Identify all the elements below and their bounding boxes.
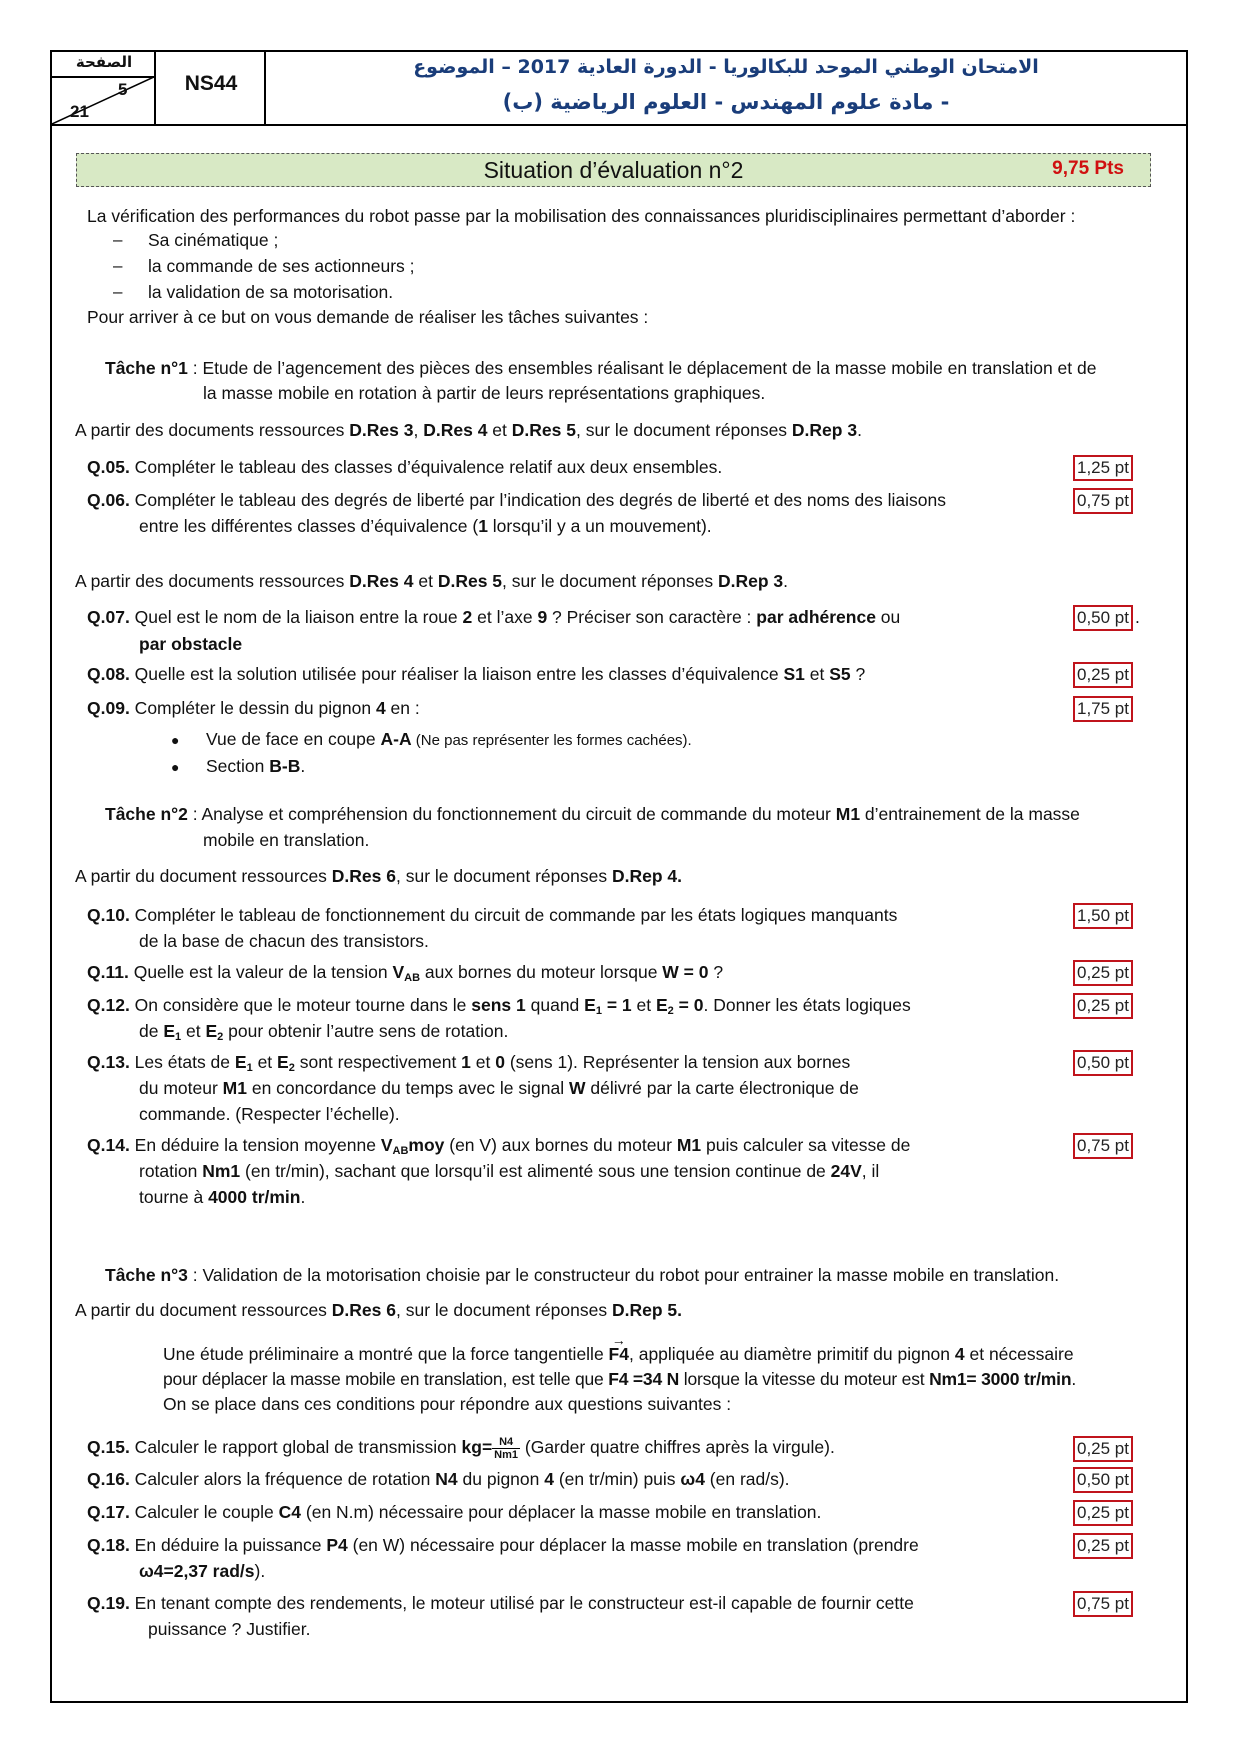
points-box: 1,25 pt xyxy=(1073,455,1133,481)
intro-item: la validation de sa motorisation. xyxy=(148,282,394,302)
question-q14-cont: rotation Nm1 (en tr/min), sachant que lorsqu’il est alimenté sous une tension continue de 24V, il xyxy=(139,1161,880,1181)
question-q19-cont: puissance ? Justifier. xyxy=(148,1619,311,1639)
points-box: 0,75 pt xyxy=(1073,1133,1133,1159)
question-q12: Q.12. On considère que le moteur tourne dans le sens 1 quand $E_1 = 1$ et $E_2 = 0$. Donner les états logiques xyxy=(87,995,911,1017)
points-box: 0,25 pt xyxy=(1073,1500,1133,1526)
task3-paragraph: pour déplacer la masse mobile en translation, est telle que F4 =34 N lorsque la vitesse du moteur est Nm1= 3000 tr/min. xyxy=(163,1369,1076,1389)
fraction: $\frac{N4}{Nm1}$ xyxy=(494,1435,519,1461)
task3-source: A partir du document ressources D.Res 6, sur le document réponses D.Rep 5. xyxy=(75,1300,682,1320)
question-q14-cont: tourne à 4000 tr/min. xyxy=(139,1187,306,1207)
page-total: 21 xyxy=(70,102,89,121)
exam-title-line2: - مادة علوم المهندس - العلوم الرياضية (ب) xyxy=(502,90,950,114)
intro-item: Sa cinématique ; xyxy=(148,230,279,250)
page-number-cell xyxy=(52,52,156,124)
question-q11: Q.11. Quelle est la valeur de la tension $V_{AB}$ aux bornes du moteur lorsque W = 0 ? xyxy=(87,962,724,984)
exam-title-line1: الامتحان الوطني الموحد للبكالوريا - الدورة العادية 2017 – الموضوع xyxy=(413,56,1039,78)
intro-line: La vérification des performances du robot passe par la mobilisation des connaissances pluridisciplinaires permettant d’aborder : xyxy=(87,206,1076,226)
points-box: 0,25 pt xyxy=(1073,662,1133,688)
points-box: 0,50 pt xyxy=(1073,1467,1133,1493)
question-q15: Q.15. Calculer le rapport global de transmission kg= $\frac{N4}{Nm1}$ (Garder quatre chiffres après la virgule). xyxy=(87,1435,835,1461)
bullet-icon: ● xyxy=(171,732,180,748)
question-q17: Q.17. Calculer le couple C4 (en N.m) nécessaire pour déplacer la masse mobile en translation. xyxy=(87,1502,822,1522)
page-diagonal xyxy=(52,76,156,124)
task1-heading-cont: la masse mobile en rotation à partir de leurs représentations graphiques. xyxy=(203,383,766,403)
question-q10: Q.10. Compléter le tableau de fonctionnement du circuit de commande par les états logiques manquants xyxy=(87,905,898,925)
question-q05: Q.05. Compléter le tableau des classes d’équivalence relatif aux deux ensembles. xyxy=(87,457,723,477)
page-word: الصفحة xyxy=(52,52,156,78)
task1-source: A partir des documents ressources D.Res 3, D.Res 4 et D.Res 5, sur le document réponses D.Rep 3. xyxy=(75,420,862,440)
task3-paragraph: Une étude préliminaire a montré que la force tangentielle → F4, appliquée au diamètre primitif du pignon 4 et nécessaire xyxy=(163,1342,1074,1367)
task1-source: A partir des documents ressources D.Res 4 et D.Res 5, sur le document réponses D.Rep 3. xyxy=(75,571,789,591)
intro-item: la commande de ses actionneurs ; xyxy=(148,256,415,276)
section-points: 9,75 Pts xyxy=(1052,158,1124,179)
task2-heading: Tâche n°2 : Analyse et compréhension du fonctionnement du circuit de commande du moteur M1 d’entrainement de la masse xyxy=(105,804,1080,824)
points-box: 1,50 pt xyxy=(1073,903,1133,929)
dash-icon: – xyxy=(113,282,123,301)
question-q18-cont: ω4=2,37 rad/s). xyxy=(139,1561,266,1581)
question-q13-cont: commande. (Respecter l’échelle). xyxy=(139,1104,400,1124)
page-current: 5 xyxy=(118,80,128,99)
question-q09-item: Vue de face en coupe A-A (Ne pas représenter les formes cachées). xyxy=(206,729,692,749)
task3-paragraph: On se place dans ces conditions pour répondre aux questions suivantes : xyxy=(163,1394,732,1414)
question-q19: Q.19. En tenant compte des rendements, le moteur utilisé par le constructeur est-il capable de fournir cette xyxy=(87,1593,914,1613)
task1-heading: Tâche n°1 : Etude de l’agencement des pièces des ensembles réalisant le déplacement de la masse mobile en translation et de xyxy=(105,358,1097,378)
dash-icon: – xyxy=(113,256,123,275)
question-q06-cont: entre les différentes classes d’équivalence (1 lorsqu’il y a un mouvement). xyxy=(139,516,712,536)
question-q09: Q.09. Compléter le dessin du pignon 4 en : xyxy=(87,698,420,718)
points-box: 0,75 pt xyxy=(1073,1591,1133,1617)
question-q14: Q.14. En déduire la tension moyenne $V_{AB}moy$ (en V) aux bornes du moteur M1 puis calculer sa vitesse de xyxy=(87,1135,911,1157)
question-q13-cont: du moteur M1 en concordance du temps avec le signal W délivré par la carte électronique de xyxy=(139,1078,859,1098)
subject-code: NS44 xyxy=(184,72,238,95)
bullet-icon: ● xyxy=(171,759,180,775)
points-box: 1,75 pt xyxy=(1073,696,1133,722)
question-q07-cont: par obstacle xyxy=(139,634,243,654)
exam-title-cell xyxy=(266,52,1186,124)
points-box: 0,75 pt xyxy=(1073,488,1133,514)
question-q09-item: Section B-B. xyxy=(206,756,306,776)
question-q07: Q.07. Quel est le nom de la liaison entre la roue 2 et l’axe 9 ? Préciser son caractère : par adhérence ou xyxy=(87,607,901,627)
points-box: 0,25 pt xyxy=(1073,960,1133,986)
points-box: 0,25 pt xyxy=(1073,993,1133,1019)
task2-source: A partir du document ressources D.Res 6, sur le document réponses D.Rep 4. xyxy=(75,866,682,886)
section-title: Situation d’évaluation n°2 xyxy=(483,157,744,183)
question-q06: Q.06. Compléter le tableau des degrés de liberté par l’indication des degrés de liberté et des noms des liaisons xyxy=(87,490,946,510)
question-q18: Q.18. En déduire la puissance P4 (en W) nécessaire pour déplacer la masse mobile en translation (prendre xyxy=(87,1535,919,1555)
subject-code-cell xyxy=(156,52,266,124)
question-q16: Q.16. Calculer alors la fréquence de rotation N4 du pignon 4 (en tr/min) puis ω4 (en rad/s). xyxy=(87,1469,790,1489)
trailing-dot: . xyxy=(1135,607,1140,627)
exam-header xyxy=(50,50,1188,126)
task2-heading-cont: mobile en translation. xyxy=(203,830,370,850)
dash-icon: – xyxy=(113,230,123,249)
question-q08: Q.08. Quelle est la solution utilisée pour réaliser la liaison entre les classes d’équivalence S1 et S5 ? xyxy=(87,664,866,684)
points-box: 0,25 pt xyxy=(1073,1436,1133,1462)
question-q12-cont: de $E_1$ et $E_2$ pour obtenir l’autre sens de rotation. xyxy=(139,1021,509,1043)
task3-heading: Tâche n°3 : Validation de la motorisation choisie par le constructeur du robot pour entrainer la masse mobile en translation. xyxy=(105,1265,1060,1285)
points-box: 0,25 pt xyxy=(1073,1533,1133,1559)
points-box: 0,50 pt xyxy=(1073,605,1133,631)
points-box: 0,50 pt xyxy=(1073,1050,1133,1076)
intro-line: Pour arriver à ce but on vous demande de réaliser les tâches suivantes : xyxy=(87,307,649,327)
section-banner xyxy=(76,153,1151,187)
question-q13: Q.13. Les états de $E_1$ et $E_2$ sont respectivement 1 et 0 (sens 1). Représenter la tension aux bornes xyxy=(87,1052,851,1074)
question-q10-cont: de la base de chacun des transistors. xyxy=(139,931,429,951)
